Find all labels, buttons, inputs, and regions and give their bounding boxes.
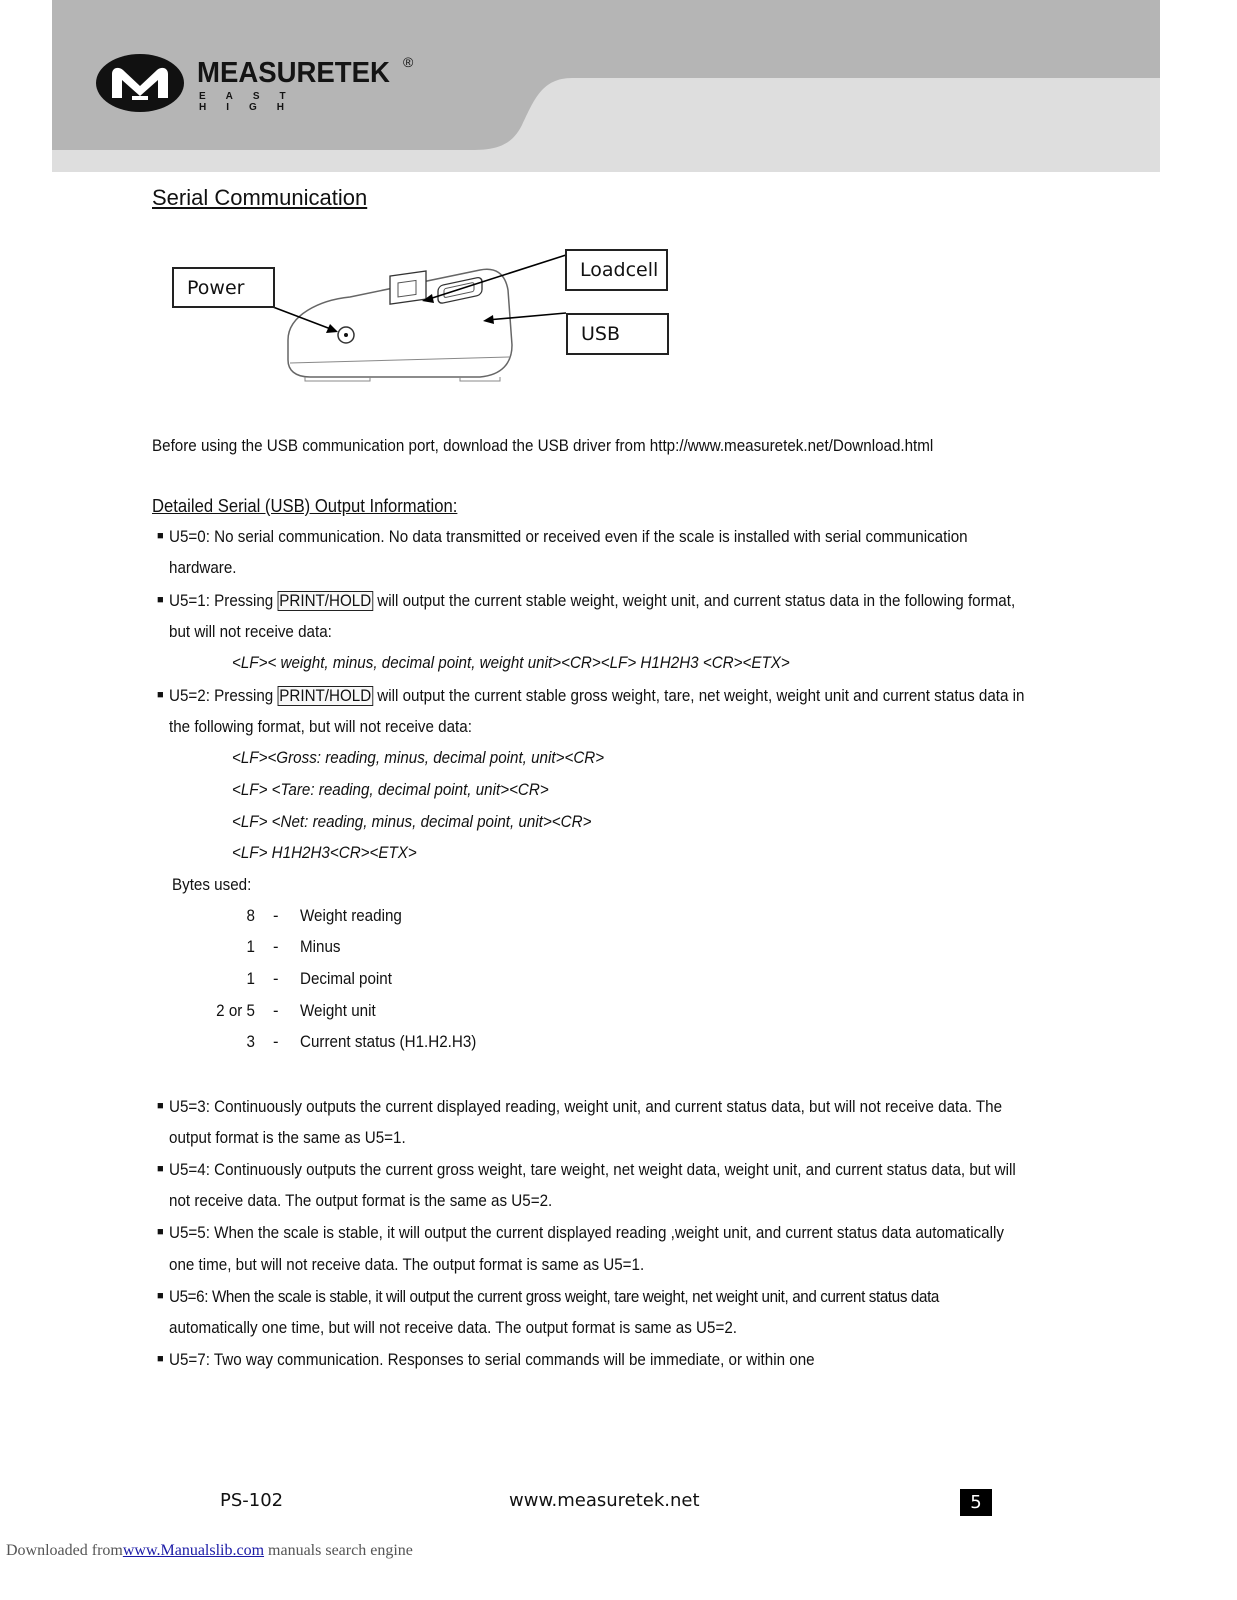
u51-line1: U5=1: Pressing PRINT/HOLD will output the current stable weight, weight unit, and current status data in the following format, <box>169 592 1016 610</box>
loadcell-label-box: Loadcell <box>565 249 668 291</box>
byte-dash: - <box>273 1002 279 1020</box>
byte-desc: Decimal point <box>300 970 392 988</box>
u54-line2: not receive data. The output format is the same as U5=2. <box>169 1192 553 1210</box>
bytes-used-label: Bytes used: <box>172 876 252 894</box>
bullet-icon: ■ <box>157 1353 164 1365</box>
bullet-icon: ■ <box>157 594 164 606</box>
bullet-icon: ■ <box>157 1290 164 1302</box>
download-note: Downloaded fromwww.Manualslib.com manuals search engine <box>6 1542 413 1559</box>
bullet-icon: ■ <box>157 689 164 701</box>
bullet-icon: ■ <box>157 1163 164 1175</box>
intro-paragraph: Before using the USB communication port, download the USB driver from http://www.measuretek.net/Download.html <box>152 437 934 455</box>
manualslib-link[interactable]: www.Manualslib.com <box>122 1542 265 1559</box>
page-number: 5 <box>960 1489 992 1516</box>
u57-line1: U5=7: Two way communication. Responses to serial commands will be immediate, or within one <box>169 1351 815 1369</box>
byte-dash: - <box>273 1033 279 1051</box>
byte-count: 3 <box>246 1033 255 1051</box>
byte-desc: Weight unit <box>300 1002 376 1020</box>
footer-website: www.measuretek.net <box>509 1490 700 1511</box>
u52-line1: U5=2: Pressing PRINT/HOLD will output the current stable gross weight, tare, net weight, weight unit and current status data in <box>169 687 1025 705</box>
u52-format-net: <LF> <Net: reading, minus, decimal point, unit><CR> <box>232 813 592 831</box>
byte-desc: Current status (H1.H2.H3) <box>300 1033 477 1051</box>
byte-dash: - <box>273 907 279 925</box>
power-label-box: Power <box>172 267 275 308</box>
byte-desc: Weight reading <box>300 907 402 925</box>
byte-dash: - <box>273 938 279 956</box>
bullet-icon: ■ <box>157 1226 164 1238</box>
measuretek-logo <box>96 52 426 116</box>
byte-dash: - <box>273 970 279 988</box>
u52-format-status: <LF> H1H2H3<CR><ETX> <box>232 844 417 862</box>
u55-line1: U5=5: When the scale is stable, it will output the current displayed reading ,weight unit, and current status data automatically <box>169 1224 1004 1242</box>
u53-line1: U5=3: Continuously outputs the current displayed reading, weight unit, and current status data, but will not receive data. The <box>169 1098 1003 1116</box>
u50-line1: U5=0: No serial communication. No data transmitted or received even if the scale is installed with serial communication <box>169 528 968 546</box>
print-hold-key: PRINT/HOLD <box>279 592 372 610</box>
footer-model: PS-102 <box>220 1490 284 1511</box>
brand-name: MEASURETEK <box>197 57 390 89</box>
byte-count: 2 or 5 <box>216 1002 255 1020</box>
u52-line2: the following format, but will not receive data: <box>169 718 472 736</box>
registered-mark: ® <box>403 54 414 70</box>
bullet-icon: ■ <box>157 1100 164 1112</box>
section-title: Serial Communication <box>152 185 368 210</box>
u52-format-gross: <LF><Gross: reading, minus, decimal point, unit><CR> <box>232 749 605 767</box>
u51-line2: but will not receive data: <box>169 623 332 641</box>
loadcell-port-icon <box>390 271 426 304</box>
u55-line2: one time, but will not receive data. The output format is same as U5=1. <box>169 1256 645 1274</box>
u53-line2: output format is the same as U5=1. <box>169 1129 406 1147</box>
u54-line1: U5=4: Continuously outputs the current gross weight, tare weight, net weight data, weight unit, and current status data, but will <box>169 1161 1016 1179</box>
byte-count: 1 <box>246 970 255 988</box>
u52-format-tare: <LF> <Tare: reading, decimal point, unit><CR> <box>232 781 549 799</box>
logo-emblem-icon <box>96 52 186 116</box>
usb-label-box: USB <box>566 313 669 355</box>
byte-count: 1 <box>246 938 255 956</box>
u56-line1: U5=6: When the scale is stable, it will output the current gross weight, tare weight, net weight unit, and current status data <box>169 1288 939 1306</box>
u56-line2: automatically one time, but will not receive data. The output format is same as U5=2. <box>169 1319 737 1337</box>
u50-line2: hardware. <box>169 559 237 577</box>
print-hold-key: PRINT/HOLD <box>279 687 372 705</box>
byte-desc: Minus <box>300 938 341 956</box>
bullet-icon: ■ <box>157 530 164 542</box>
brand-subtitle: EAST HIGH <box>199 91 306 113</box>
u51-format: <LF>< weight, minus, decimal point, weight unit><CR><LF> H1H2H3 <CR><ETX> <box>232 654 790 672</box>
subheading: Detailed Serial (USB) Output Information: <box>152 495 458 516</box>
byte-count: 8 <box>246 907 255 925</box>
